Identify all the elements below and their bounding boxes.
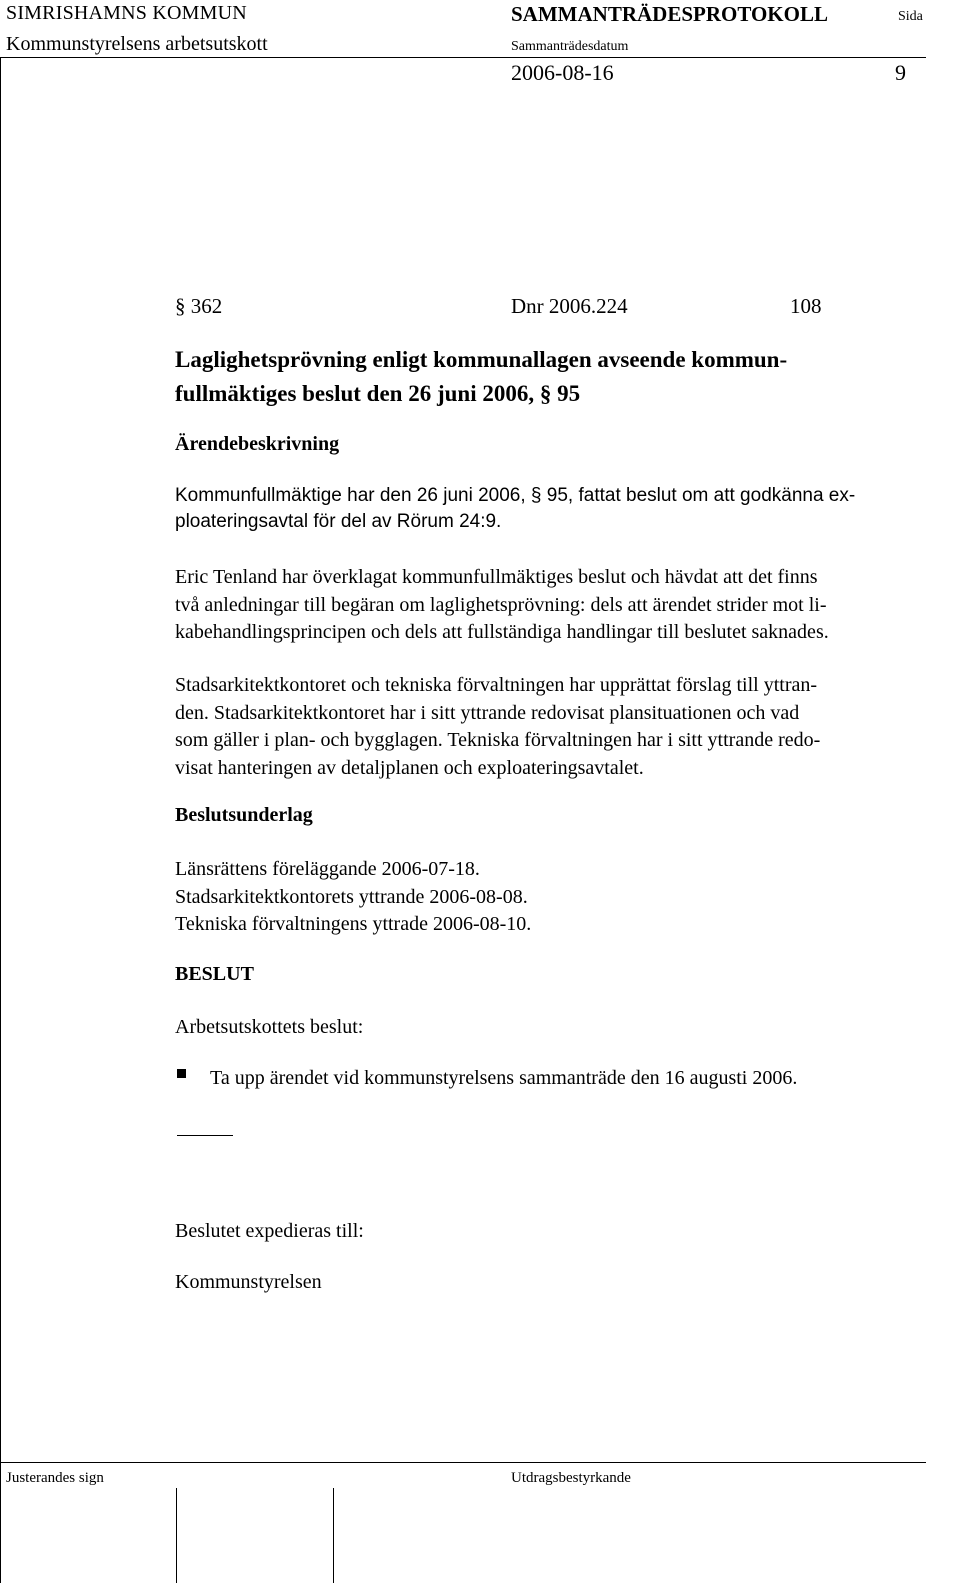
square-bullet-icon <box>177 1069 186 1078</box>
left-margin-line <box>0 57 1 1427</box>
dispatch-label: Beslutet expedieras till: <box>175 1220 364 1242</box>
registration-number: Dnr 2006.224 <box>511 294 628 318</box>
description-paragraph-1-line-2: ploateringsavtal för del av Rörum 24:9. <box>175 511 502 532</box>
description-paragraph-2-line-2: två anledningar till begäran om laglighetsprövning: dels att ärendet strider mot li- <box>175 594 827 616</box>
description-heading: Ärendebeskrivning <box>175 433 340 455</box>
case-title-line-2: fullmäktiges beslut den 26 juni 2006, § 95 <box>175 381 581 406</box>
basis-item-3: Tekniska förvaltningens yttrade 2006-08-10. <box>175 913 532 935</box>
protocol-title: SAMMANTRÄDESPROTOKOLL <box>511 2 828 26</box>
paragraph-number: § 362 <box>175 294 223 318</box>
certification-label: Utdragsbestyrkande <box>511 1470 631 1486</box>
case-title-line-1: Laglighetsprövning enligt kommunallagen avseende kommun- <box>175 347 788 372</box>
dispatch-recipient: Kommunstyrelsen <box>175 1271 322 1293</box>
decision-bullet: Ta upp ärendet vid kommunstyrelsens sammanträde den 16 augusti 2006. <box>210 1067 798 1089</box>
basis-item-2: Stadsarkitektkontorets yttrande 2006-08-08. <box>175 886 528 908</box>
footer-divider <box>0 1462 926 1463</box>
basis-heading: Beslutsunderlag <box>175 804 313 826</box>
decision-heading: BESLUT <box>175 963 254 985</box>
date-label: Sammanträdesdatum <box>511 39 629 54</box>
description-paragraph-2-line-1: Eric Tenland har överklagat kommunfullmäktiges beslut och hävdat att det finns <box>175 566 818 588</box>
description-paragraph-3-line-3: som gäller i plan- och bygglagen. Tekniska förvaltningen har i sitt yttrande redo- <box>175 729 821 751</box>
footer-left-line <box>0 1427 1 1583</box>
meeting-date: 2006-08-16 <box>511 60 614 85</box>
separator-line <box>177 1135 233 1136</box>
municipality-name: SIMRISHAMNS KOMMUN <box>6 2 247 24</box>
description-paragraph-3-line-4: visat hanteringen av detaljplanen och exploateringsavtalet. <box>175 757 644 779</box>
basis-item-1: Länsrättens föreläggande 2006-07-18. <box>175 858 480 880</box>
description-paragraph-1-line-1: Kommunfullmäktige har den 26 juni 2006, § 95, fattat beslut om att godkänna ex- <box>175 485 856 506</box>
decision-intro: Arbetsutskottets beslut: <box>175 1016 364 1038</box>
page-label: Sida <box>898 9 923 24</box>
signature-box-divider-2 <box>333 1488 334 1583</box>
signers-label: Justerandes sign <box>6 1470 104 1486</box>
page-number: 9 <box>895 60 906 85</box>
description-paragraph-2-line-3: kabehandlingsprincipen och dels att fullständiga handlingar till beslutet saknades. <box>175 621 829 643</box>
header-divider <box>0 57 926 58</box>
case-number: 108 <box>790 294 822 318</box>
description-paragraph-3-line-1: Stadsarkitektkontoret och tekniska förvaltningen har upprättat förslag till yttran- <box>175 674 818 696</box>
description-paragraph-3-line-2: den. Stadsarkitektkontoret har i sitt yttrande redovisat plansituationen och vad <box>175 702 800 724</box>
committee-name: Kommunstyrelsens arbetsutskott <box>6 33 268 55</box>
signature-box-divider-1 <box>176 1488 177 1583</box>
